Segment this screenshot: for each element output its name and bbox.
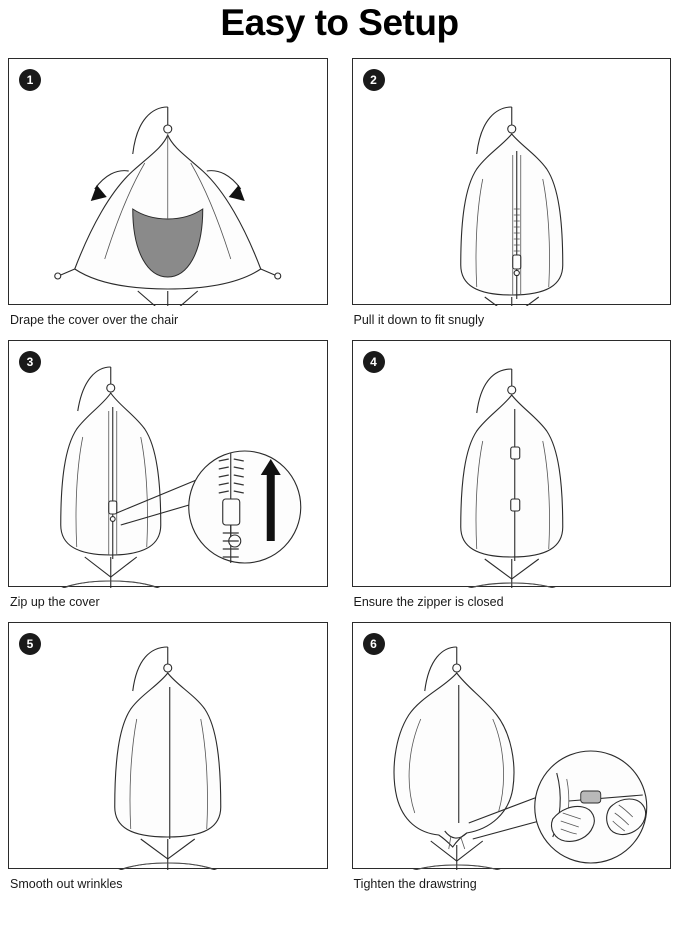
step-1 xyxy=(8,58,328,340)
step-5-panel xyxy=(8,622,328,869)
step-6 xyxy=(352,622,672,904)
step-5-illustration xyxy=(9,623,327,870)
step-3-caption: Zip up the cover xyxy=(10,595,100,609)
step-1-caption: Drape the cover over the chair xyxy=(10,313,179,327)
step-1-panel xyxy=(8,58,328,305)
step-3 xyxy=(8,340,328,622)
step-2-illustration xyxy=(353,59,671,306)
step-6-caption: Tighten the drawstring xyxy=(353,877,477,891)
step-4 xyxy=(352,340,672,622)
step-2-caption: Pull it down to fit snugly xyxy=(353,313,485,327)
step-4-illustration xyxy=(353,341,671,588)
step-1-illustration xyxy=(9,59,327,306)
step-2-badge: 2 xyxy=(363,69,385,91)
step-6-panel xyxy=(352,622,672,869)
steps-grid xyxy=(0,58,679,904)
step-3-illustration xyxy=(9,341,327,588)
step-1-badge: 1 xyxy=(19,69,41,91)
step-5-caption: Smooth out wrinkles xyxy=(10,877,123,891)
step-2-panel xyxy=(352,58,672,305)
step-4-caption: Ensure the zipper is closed xyxy=(353,595,504,609)
step-6-illustration xyxy=(353,623,671,870)
step-3-badge: 3 xyxy=(19,351,41,373)
step-4-badge: 4 xyxy=(363,351,385,373)
step-3-panel xyxy=(8,340,328,587)
step-4-panel xyxy=(352,340,672,587)
page-title: Easy to Setup xyxy=(220,2,459,43)
step-5 xyxy=(8,622,328,904)
step-5-badge: 5 xyxy=(19,633,41,655)
step-2 xyxy=(352,58,672,340)
step-6-badge: 6 xyxy=(363,633,385,655)
